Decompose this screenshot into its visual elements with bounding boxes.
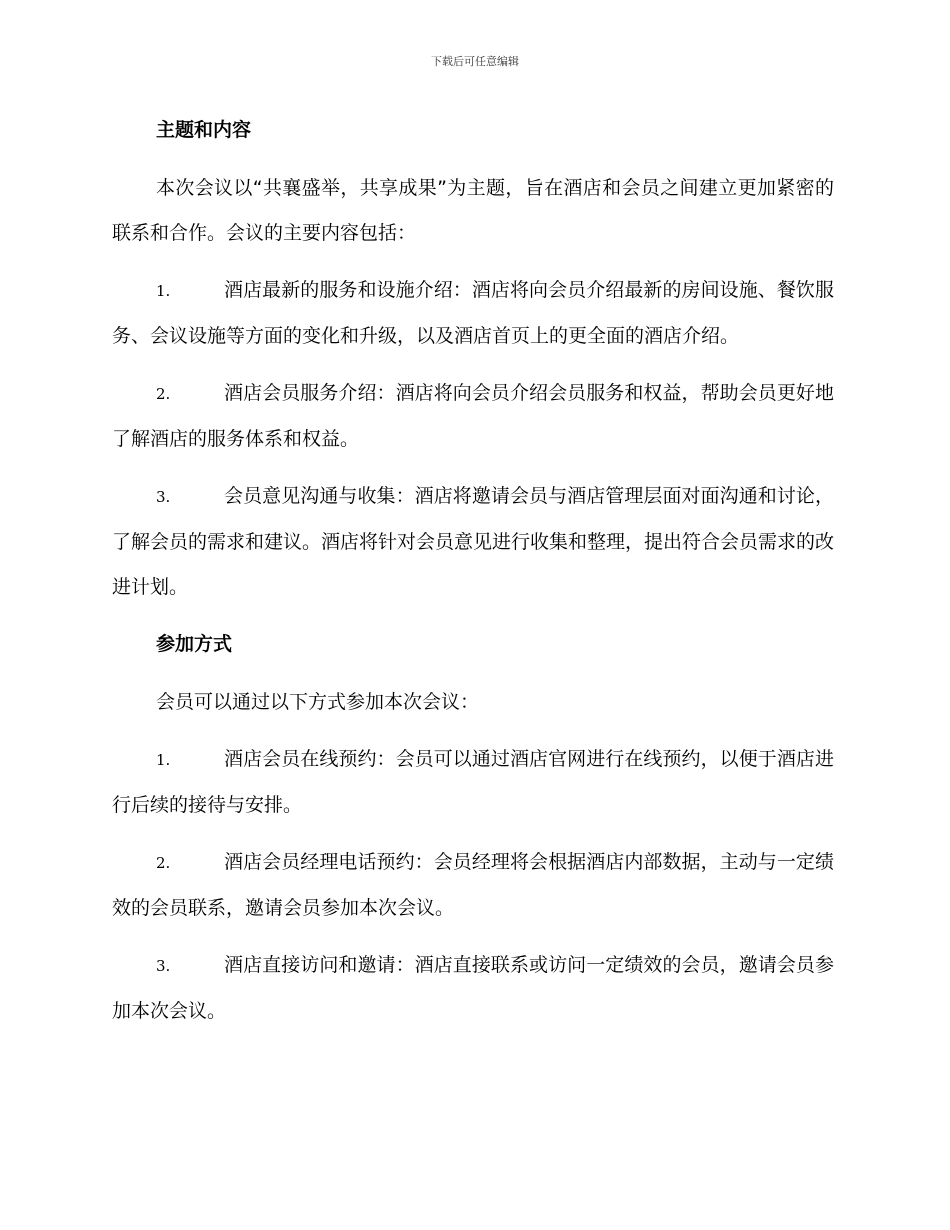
section-heading-theme: 主题和内容 <box>156 119 252 141</box>
list-item-text: 酒店直接访问和邀请：酒店直接联系或访问一定绩效的会员，邀请会员参加本次会议。 <box>112 954 834 1022</box>
list-item <box>112 474 834 610</box>
section-intro-participation: 会员可以通过以下方式参加本次会议： <box>156 691 480 713</box>
list-item-text: 酒店会员经理电话预约：会员经理将会根据酒店内部数据，主动与一定绩效的会员联系，邀请会员参加本次会议。 <box>112 851 834 919</box>
section-heading-participation: 参加方式 <box>156 633 233 655</box>
list-item <box>112 943 834 1034</box>
list-item <box>112 268 834 359</box>
list-item-number: 2. <box>156 854 171 872</box>
list-item-text: 酒店会员服务介绍：酒店将向会员介绍会员服务和权益，帮助会员更好地了解酒店的服务体系和权益。 <box>112 382 834 450</box>
list-item-number: 2. <box>156 385 171 403</box>
list-item-number: 3. <box>156 488 171 506</box>
list-item <box>112 371 834 462</box>
list-item-text: 酒店会员在线预约：会员可以通过酒店官网进行在线预约，以便于酒店进行后续的接待与安排。 <box>112 748 834 816</box>
page-header: 下载后可任意编辑 <box>431 55 519 68</box>
list-item-text: 会员意见沟通与收集：酒店将邀请会员与酒店管理层面对面沟通和讨论，了解会员的需求和建议。酒店将针对会员意见进行收集和整理，提出符合会员需求的改进计划。 <box>112 485 835 598</box>
list-item-text: 酒店最新的服务和设施介绍：酒店将向会员介绍最新的房间设施、餐饮服务、会议设施等方面的变化和升级，以及酒店首页上的更全面的酒店介绍。 <box>112 279 834 347</box>
document-body <box>112 108 834 1046</box>
list-item-number: 1. <box>156 751 171 769</box>
list-item-number: 1. <box>156 282 171 300</box>
list-item <box>112 840 834 931</box>
list-item-number: 3. <box>156 957 171 975</box>
list-item <box>112 737 834 828</box>
section-intro-theme: 本次会议以“共襄盛举，共享成果”为主题，旨在酒店和会员之间建立更加紧密的联系和合作。会议的主要内容包括： <box>112 177 834 244</box>
